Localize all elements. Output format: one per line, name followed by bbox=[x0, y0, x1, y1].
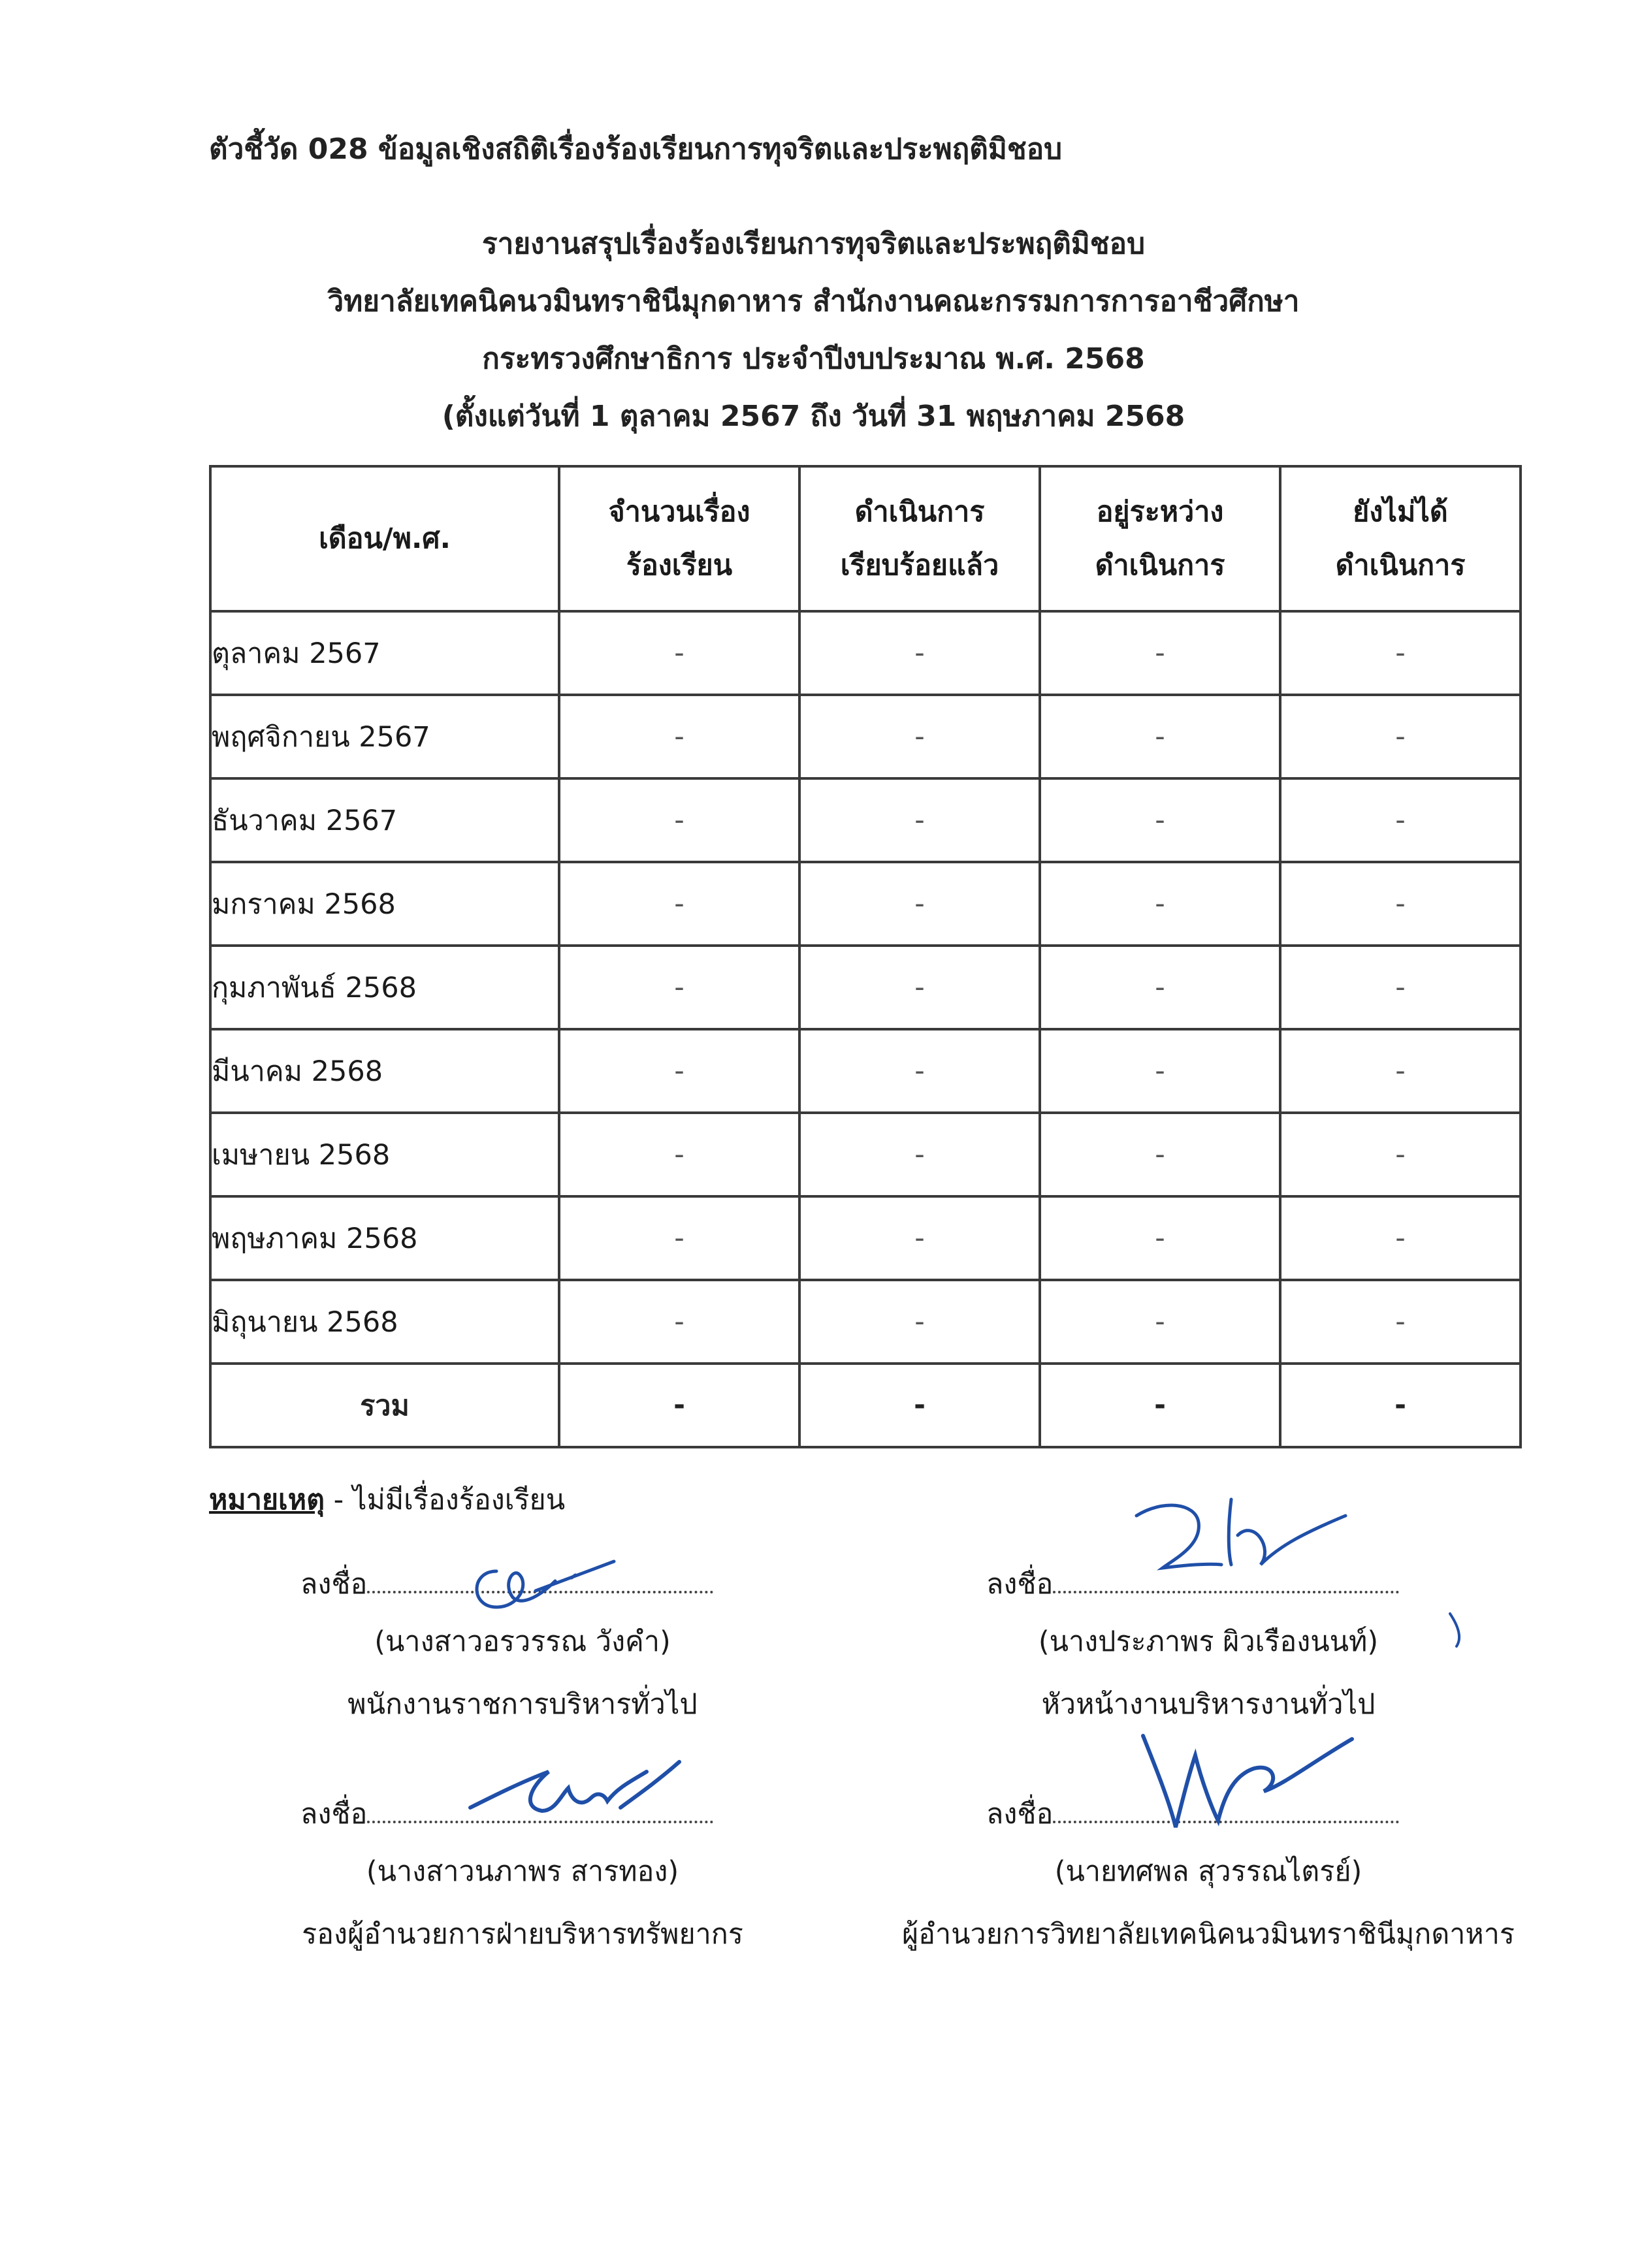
remark-text: - ไม่มีเรื่องร้องเรียน bbox=[325, 1484, 566, 1516]
signature-block-4 bbox=[882, 1788, 1535, 1966]
total-row bbox=[210, 1364, 1521, 1447]
report-title-line-1: รายงานสรุปเรื่องร้องเรียนการทุจริตและประพฤติมิชอบ bbox=[481, 227, 1146, 261]
table-row bbox=[210, 695, 1521, 778]
table-row bbox=[210, 778, 1521, 862]
table-row bbox=[210, 946, 1521, 1029]
month-cell: กุมภาพันธ์ 2568 bbox=[210, 946, 559, 1029]
signature-block-3 bbox=[196, 1788, 849, 1966]
value-cell: - bbox=[799, 1029, 1040, 1113]
report-title-line-4: (ตั้งแต่วันที่ 1 ตุลาคม 2567 ถึง วันที่ 31 พฤษภาคม 2568 bbox=[442, 400, 1185, 433]
value-cell: - bbox=[559, 1280, 799, 1364]
month-cell: ตุลาคม 2567 bbox=[210, 611, 559, 695]
table-row bbox=[210, 1196, 1521, 1280]
total-value-cell: - bbox=[1280, 1364, 1521, 1447]
total-label: รวม bbox=[210, 1364, 559, 1447]
value-cell: - bbox=[559, 1029, 799, 1113]
handwritten-signature-3 bbox=[457, 1736, 692, 1834]
handwritten-signature-1 bbox=[457, 1545, 614, 1617]
table-row bbox=[210, 1029, 1521, 1113]
table-header-row bbox=[210, 466, 1521, 611]
value-cell: - bbox=[559, 862, 799, 946]
value-cell: - bbox=[799, 1113, 1040, 1196]
value-cell: - bbox=[1040, 1029, 1280, 1113]
value-cell: - bbox=[799, 778, 1040, 862]
sign-line: ลงชื่อ bbox=[882, 1788, 1535, 1840]
signer-position: พนักงานราชการบริหารทั่วไป bbox=[347, 1688, 698, 1721]
signer-name: (นางสาวอรวรรณ วังคำ) bbox=[374, 1625, 671, 1658]
report-title-block bbox=[0, 216, 1627, 445]
value-cell: - bbox=[799, 1196, 1040, 1280]
value-cell: - bbox=[1040, 946, 1280, 1029]
value-cell: - bbox=[559, 1196, 799, 1280]
value-cell: - bbox=[1280, 862, 1521, 946]
month-cell: พฤศจิกายน 2567 bbox=[210, 695, 559, 778]
sign-line: ลงชื่อ bbox=[196, 1558, 849, 1610]
value-cell: - bbox=[559, 695, 799, 778]
month-cell: มกราคม 2568 bbox=[210, 862, 559, 946]
month-cell: เมษายน 2568 bbox=[210, 1113, 559, 1196]
signer-position: หัวหน้างานบริหารงานทั่วไป bbox=[1041, 1688, 1376, 1721]
report-title-line-2: วิทยาลัยเทคนิคนวมินทราชินีมุกดาหาร สำนักงานคณะกรรมการการอาชีวศึกษา bbox=[327, 285, 1300, 318]
value-cell: - bbox=[1280, 1196, 1521, 1280]
value-cell: - bbox=[1280, 611, 1521, 695]
header-not-started: ยังไม่ได้ ดำเนินการ bbox=[1280, 466, 1521, 611]
value-cell: - bbox=[1040, 778, 1280, 862]
signer-name: (นายทศพล สุวรรณไตรย์) bbox=[1054, 1855, 1362, 1888]
value-cell: - bbox=[1280, 1029, 1521, 1113]
sign-line: ลงชื่อ bbox=[196, 1788, 849, 1840]
value-cell: - bbox=[1280, 1113, 1521, 1196]
report-title-line-3: กระทรวงศึกษาธิการ ประจำปีงบประมาณ พ.ศ. 2568 bbox=[482, 342, 1145, 375]
value-cell: - bbox=[1040, 1113, 1280, 1196]
month-cell: มิถุนายน 2568 bbox=[210, 1280, 559, 1364]
value-cell: - bbox=[799, 695, 1040, 778]
value-cell: - bbox=[1040, 1196, 1280, 1280]
value-cell: - bbox=[559, 611, 799, 695]
value-cell: - bbox=[799, 611, 1040, 695]
value-cell: - bbox=[559, 946, 799, 1029]
header-month: เดือน/พ.ศ. bbox=[210, 466, 559, 611]
total-value-cell: - bbox=[559, 1364, 799, 1447]
signature-block-2 bbox=[882, 1558, 1535, 1736]
signature-block-1 bbox=[196, 1558, 849, 1736]
sign-line: ลงชื่อ bbox=[882, 1558, 1535, 1610]
value-cell: - bbox=[1040, 862, 1280, 946]
month-cell: มีนาคม 2568 bbox=[210, 1029, 559, 1113]
table-row bbox=[210, 1280, 1521, 1364]
value-cell: - bbox=[1280, 778, 1521, 862]
remark-label: หมายเหตุ bbox=[209, 1484, 325, 1516]
total-value-cell: - bbox=[799, 1364, 1040, 1447]
value-cell: - bbox=[559, 1113, 799, 1196]
signer-position: ผู้อำนวยการวิทยาลัยเทคนิคนวมินทราชินีมุกดาหาร bbox=[901, 1918, 1515, 1951]
signer-name: (นางประภาพร ผิวเรืองนนท์) bbox=[1038, 1625, 1379, 1658]
value-cell: - bbox=[1280, 695, 1521, 778]
header-in-progress: อยู่ระหว่าง ดำเนินการ bbox=[1040, 466, 1280, 611]
value-cell: - bbox=[799, 946, 1040, 1029]
value-cell: - bbox=[1040, 695, 1280, 778]
value-cell: - bbox=[1040, 611, 1280, 695]
header-complaint-count: จำนวนเรื่อง ร้องเรียน bbox=[559, 466, 799, 611]
value-cell: - bbox=[1040, 1280, 1280, 1364]
month-cell: พฤษภาคม 2568 bbox=[210, 1196, 559, 1280]
value-cell: - bbox=[1280, 946, 1521, 1029]
value-cell: - bbox=[799, 862, 1040, 946]
month-cell: ธันวาคม 2567 bbox=[210, 778, 559, 862]
table-row bbox=[210, 1113, 1521, 1196]
signer-name: (นางสาวนภาพร สารทอง) bbox=[366, 1855, 679, 1888]
complaint-statistics-table bbox=[209, 465, 1522, 1448]
remark bbox=[209, 1477, 565, 1522]
handwritten-signature-4 bbox=[1130, 1716, 1378, 1847]
value-cell: - bbox=[1280, 1280, 1521, 1364]
table-row bbox=[210, 611, 1521, 695]
handwritten-signature-2 bbox=[1123, 1486, 1385, 1604]
table-row bbox=[210, 862, 1521, 946]
value-cell: - bbox=[559, 778, 799, 862]
header-completed: ดำเนินการ เรียบร้อยแล้ว bbox=[799, 466, 1040, 611]
signer-position: รองผู้อำนวยการฝ่ายบริหารทรัพยากร bbox=[302, 1918, 743, 1951]
total-value-cell: - bbox=[1040, 1364, 1280, 1447]
indicator-heading: ตัวชี้วัด 028 ข้อมูลเชิงสถิติเรื่องร้องเรียนการทุจริตและประพฤติมิชอบ bbox=[209, 133, 1063, 166]
value-cell: - bbox=[799, 1280, 1040, 1364]
